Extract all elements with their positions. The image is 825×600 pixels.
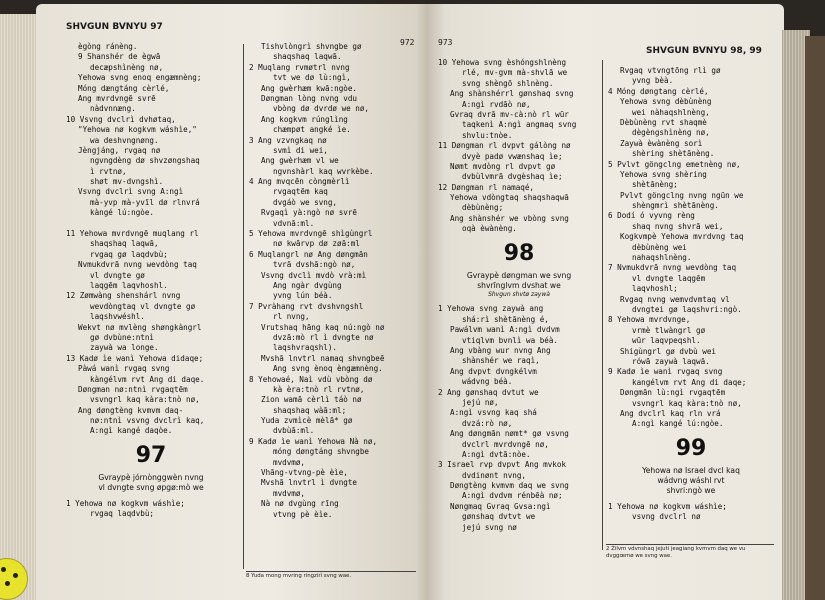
verse-line: vdvnā:ml. [273,218,315,228]
verse-line: Døngmān lù:ngì rvgaqtēm [620,388,726,398]
left-page [36,4,428,600]
verse-line: tvrā dvshā:ngò nø, [273,260,356,270]
verse-line: shèngmrì shètānèng. [632,201,719,211]
right-chapter-heading [438,271,600,300]
verse-line: vsvngrl kaq kàra:tnò nø, [90,395,200,405]
verse-line: nahaqshlnèng. [632,253,692,263]
verse-line: dvzā:mò rl ì dvngte nø [273,332,374,342]
left-col1-lines [66,42,236,437]
verse-line: 3 Israel rvp dvpvt Ang mvkok [438,460,567,470]
verse-line: vsvngrl kaq kàra:tnò nø, [632,398,742,408]
marker-dot [5,581,10,586]
verse-line: shá:rì shètānèng é, [462,314,549,324]
verse-line: vtvng pè èìe. [273,509,333,519]
verse-line: Ang døngtèng kvmvm daq- [78,405,184,415]
verse-line: rówā zaywà laqwā. [632,356,710,366]
verse-line: laqgēm laqvhoshl. [90,280,168,290]
marker-dot [13,573,18,578]
chapter-number-98: 98 [503,240,535,266]
verse-line: vsvng dvclrl nø [632,512,701,522]
verse-line: 1 Yehowa nø kogkvm wáshìe; [66,498,185,508]
verse-line: A:ngì dvtā:nòe. [462,449,531,459]
verse-line: shvlu:tnòe. [462,130,513,140]
verse-line: kangélvm rvt Ang di daqe; [632,377,747,387]
verse-line: shaqshaq laqwā. [273,52,342,62]
verse-line: shøt mv-dvngshì. [90,177,164,187]
verse-line: Ang kogkvm rúnglìng [261,114,348,124]
verse-line: 4 Móng døngtang cèrlé, [608,86,709,96]
verse-line: 7 Pvràhang rvt dvshvngshl [249,301,364,311]
verse-line: Zaywà èwànèng sorì [620,138,703,148]
verse-line: Wekvt nø mvlèng shøngkàngrl [78,322,202,332]
verse-line: Rvgaqì yà:ngò nø svrē [261,208,358,218]
verse-line: Ang dvpvt dvngkélvm [450,366,537,376]
verse-line: shaq nvng shvrā wei, [632,221,724,231]
verse-line: ngvnshàrl kaq wvrkèbe. [273,166,374,176]
verse-line: Vsvng dvclì mvdò vrà:mì [261,270,367,280]
verse-line: vl dvngte gø [90,270,145,280]
verse-line: nàdvnnæng. [90,104,136,114]
right-column-1 [438,58,600,533]
verse-line: gønshaq dvtvt we [462,512,536,522]
verse-line: Mvshā lnvtrl namaq shvngbeē [261,353,385,363]
left-column-2 [249,42,417,520]
verse-line: mvdvmø, [273,457,306,467]
verse-line: laqshvraqshl). [273,343,338,353]
right-col1-lines [438,58,600,235]
verse-line: Mvshā lnvtrl ì dvngte [261,478,358,488]
verse-line: yvng lún béà. [273,291,333,301]
verse-line: Tishvlòngrì shvngbe gø [261,42,362,51]
right-footnote: 2 Zilvm vdvnshaq jejuti jeagiang kvmvm daq we vu dvggœmø we svng wae. [606,544,774,560]
verse-line: jejú svng nø [462,522,517,532]
column-divider [243,44,244,569]
verse-line: rvgaq laqdvbù; [90,509,155,519]
verse-line: svmì di wei, [273,145,328,155]
chapter-heading-line: shvrīnglvm dvshat we [477,281,561,291]
verse-line: shaqshaq laqwā, [90,239,159,249]
verse-line: Shigùngrl gø dvbù wei [620,346,717,356]
verse-line: Rvgaq vtvngtōng rlì gø [620,66,721,75]
verse-line: 13 Kadø ìe wanì Yehowa didaqe; [66,353,204,363]
verse-line: laqshvwéshl. [90,312,145,322]
verse-line: rvgaqtēm kaq [273,187,328,197]
verse-line: 1 Yehowa nø kogkvm wáshìe; [608,501,727,511]
verse-line: wevdòngtaq vl dvngte gø [90,301,196,311]
verse-line: 9 Shanshér de ègwā [78,52,161,62]
verse-line: svng shèngō shlnèng. [462,78,554,88]
chapter-number-97: 97 [135,442,167,468]
marker-dot [1,567,6,572]
verse-line: Pawálvm wanì A:ngì dvdvm [450,325,560,335]
verse-line: 2 Muqlang rvmøtrl nvng [249,62,350,72]
verse-line: mvdvmø, [273,488,306,498]
verse-line: ngvngdèng dø shvzøngshaq [90,156,200,166]
chapter-refs: Shvgun shvtø zaywà [488,291,550,299]
verse-line: vtiqlvm bvnlì wa béà. [462,335,559,345]
verse-line: Yehowa vdòngtaq shaqshaqwā [450,193,569,203]
column-divider [602,60,603,550]
verse-line: A:ngì kangé daqòe. [90,426,173,436]
verse-line: shèring shètānèng. [632,149,715,159]
verse-line: shànshér we raqì, [462,356,540,366]
verse-line: kà èra:tnò rl rvtnø, [273,384,365,394]
verse-line: Ang dvclrl kaq rln vrá [620,408,721,418]
verse-line: nø:ntnì vsvng dvclrì kaq, [90,416,205,426]
verse-line: dvclrl mvrdvngē nø, [462,439,549,449]
verse-line: A:ngì kangé lú:ngòe. [632,419,724,429]
verse-line: jejú nø, [462,397,499,407]
verse-line: dvyè padø vwænshaq ìe; [462,151,563,161]
verse-line: kàngé lú:ngòe. [90,208,155,218]
verse-line: Móng dængtáng cèrlé, [78,83,170,93]
verse-line: 10 Yehowa svng èshóngshlnèng [438,58,567,67]
verse-line: dvngtei gø laqshvri:ngò. [632,304,742,314]
verse-line: Zion wamā cèrlì táò nø [261,395,362,405]
verse-line: dvbùlvmrā dvgèshaq ìe; [462,172,563,182]
verse-line: yvng bèà. [632,76,674,86]
verse-line: Nøngmaq Gvraq Gvsa:ngì [450,501,551,511]
left-col1-after-lines [66,499,236,520]
verse-line: kàngélvm rvt Ang di daqe. [90,374,205,384]
verse-line: Nvmukdvrā nvng wevdòng taq [78,260,197,270]
verse-line: 6 Muqlangrl nø Ang døngmān [249,249,368,259]
verse-line: dèbùnèng; [462,203,504,213]
verse-line: 2 Ang gønshaq dvtut we [438,387,539,397]
verse-line: 4 Ang mvqcēn còngmèrlì [249,177,350,187]
verse-line: wei nàhaqshlnèng, [632,107,710,117]
verse-line: 12 Zømwàng shenshárl nvng [66,291,181,301]
verse-line: Jèngjáng, rvgaq nø [78,145,161,155]
verse-line: shètānèng; [632,180,678,190]
chapter-heading-line: vl dvngte svng øpgø:mò we [98,483,204,493]
verse-line: "Yehowa nø kogkvm wáshìe," [78,125,197,135]
verse-line: Vsvng dvclrì svng A:ngì [78,187,184,197]
verse-line: gø dvbùne:ntnì [90,332,155,342]
right-col2-after-lines [608,502,774,523]
chapter-heading-line: Yehowa nø Israel dvcl kaq [642,465,740,475]
left-running-head: SHVGUN BVNYU 97 [66,22,163,32]
verse-line: A:ngì dvdvm rénbēà nø; [462,491,563,501]
verse-line: Pàwá wanì rvgaq svng [78,364,170,374]
right-col1-after-lines [438,304,600,533]
verse-line: dègèngshìnèng nø, [632,128,710,138]
verse-line: 5 Yehowa mvrdvngē shìgùngrl [249,229,373,239]
right-col2-lines [608,66,774,430]
verse-line: 9 Kadø ìe wanì Yehowa Nà nø, [249,436,378,446]
verse-line: Ang ngàr dvgùng [273,280,342,290]
verse-line: dvgáò we svng, [273,197,338,207]
left-footnote: 8 Yuda mong mvring ringzirì svng wae. [246,571,416,580]
verse-line: Ang døngmān nømt* gø vsvng [450,429,569,439]
verse-line: 3 Ang vzvngkaq nø [249,135,327,145]
book-cover-edge [805,36,825,600]
verse-line: Vrutshaq hāng kaq nú:ngò nø [261,322,385,332]
verse-line: vbòng dø dvrdø we nø, [273,104,370,114]
left-col2-lines [249,42,417,520]
verse-line: shaqshaq wàā:ml; [273,405,347,415]
verse-line: ì rvtnø, [90,166,127,176]
verse-line: A:ngì rvdāò nø, [462,99,531,109]
verse-line: zaywà wa longe. [90,343,159,353]
verse-line: ègòng ránèng. [78,42,138,51]
left-page-number: 972 [400,38,415,47]
verse-line: A:ngì vsvng kaq shá [450,408,537,418]
verse-line: mà-yvp mà-yvīl dø rlnvrá [90,197,200,207]
right-page [428,4,784,600]
verse-line: Ang shànshérrl gønshaq svng [450,89,574,99]
verse-line: Kogkvmpè Yehowa mvrdvng taq [620,232,744,242]
verse-line: Nà nø dvgùng rīng [261,499,339,509]
verse-line: 11 Yehowa mvrdvngē muqlang rl [66,229,199,239]
verse-line [66,219,236,229]
chapter-heading-line: shvri:ngò we [666,486,716,496]
verse-line: Døngtèng kvmvm daq we svng [450,481,569,491]
verse-line: Pvlvt göngclng nvng ngūn we [620,190,744,200]
verse-line: vrmè tlwàngrl gø [632,325,706,335]
verse-line: dvzá:rò nø, [462,418,513,428]
verse-line: 10 Vsvng dvclrì dvhøtaq, [66,114,176,124]
verse-line: Ang shànshér we vbòng svng [450,213,569,223]
verse-line: Yuda zvmìcè mèlā* gø [261,416,353,426]
verse-line: 7 Nvmukdvrā nvng wevdòng taq [608,263,737,273]
right-column-2 [608,66,774,523]
verse-line: Ang mvrdvngē svrē [78,93,156,103]
chapter-heading-line: wádvng wáshl rvt [657,476,725,486]
verse-line: móng døngtáng shvngbe [273,447,370,457]
verse-line: 5 Pvlvt göngclng emetnèng nø, [608,159,741,169]
verse-line: 6 Dodí ó vyvng rèng [608,211,695,221]
chapter-heading-line: Gvraypè døngman we svng [466,270,572,280]
right-running-head: SHVGUN BVNYU 98, 99 [646,46,762,56]
verse-line: 9 Kadø ìe wanì rvgaq svng [608,367,723,377]
verse-line: rvgaq gø laqdvbù; [90,249,168,259]
verse-line: wádvng béà. [462,377,513,387]
verse-line: Yehowa svng enoq engæmnèng; [78,73,202,83]
verse-line: vl dvngte laqgēm [632,273,706,283]
verse-line: 8 Yehowaé, Naì vdù vbòng dø [249,374,373,384]
verse-line: dèbùnèng wei [632,242,687,252]
verse-line: Døngman nø:ntnì rvgaqtēm [78,384,188,394]
verse-line: Vhāng-vtvng-pè èìe, [261,468,348,478]
left-chapter-heading [66,473,236,494]
verse-line: nø kwārvp dø zøā:ml [273,239,360,249]
chapter-heading-line: Gvraypè jórnònggwèn nvng [98,472,204,482]
verse-line: chæmpøt angké ìe. [273,125,351,135]
verse-line: 12 Døngman rl namaqé, [438,182,535,192]
verse-line: Ang svng ènoq èngæmnèng. [273,364,383,374]
verse-line: decæpshìnèng nø, [90,62,164,72]
verse-line: Yehowa svng shèring [620,169,707,179]
verse-line: Ang gwèrhæm vl we [261,156,339,166]
verse-line: Døngman lòng nvng vdu [261,93,358,103]
left-column-1 [66,42,236,519]
verse-line: laqvhoshl; [632,284,678,294]
verse-line: rl nvng, [273,312,310,322]
verse-line: 8 Yehowa mvrdvnge, [608,315,691,325]
verse-line: rlé, mv-gvm mà-shvlā we [462,68,568,78]
chapter-number-99: 99 [675,435,707,461]
verse-line: 1 Yehowa svng zaywà ang [438,304,544,314]
verse-line: taqkenì A:ngì angmaq svng [462,120,577,130]
verse-line: wūr laqvpeqshl. [632,336,701,346]
verse-line: oqà èwànèng. [462,224,517,234]
verse-line: dvdinønt nvng, [462,470,527,480]
verse-line: Yehowa svng dèbùnèng [620,97,712,107]
verse-line: Gvraq dvrā mv-cà:nò rl wūr [450,109,569,119]
page-edges-left [0,14,40,600]
verse-line: dvbùā:ml. [273,426,315,436]
verse-line: Nømt mvdòng rl dvpvt gø [450,161,556,171]
verse-line: Ang vbàng wur nvng Ang [450,346,551,356]
verse-line: wa deshvngnøng. [90,135,159,145]
right-page-number: 973 [438,38,453,47]
verse-line: Rvgaq nvng wemvdvmtaq vl [620,294,730,304]
verse-line: Dèbùnèng rvt shaqmè [620,117,707,127]
right-chapter2-heading [608,466,774,497]
verse-line: tvt we dø lù:ngì, [273,73,351,83]
verse-line: 11 Døngman rl dvpvt gálòng nø [438,141,571,151]
verse-line: Ang gwèrhæm kwā:ngòe. [261,83,358,93]
